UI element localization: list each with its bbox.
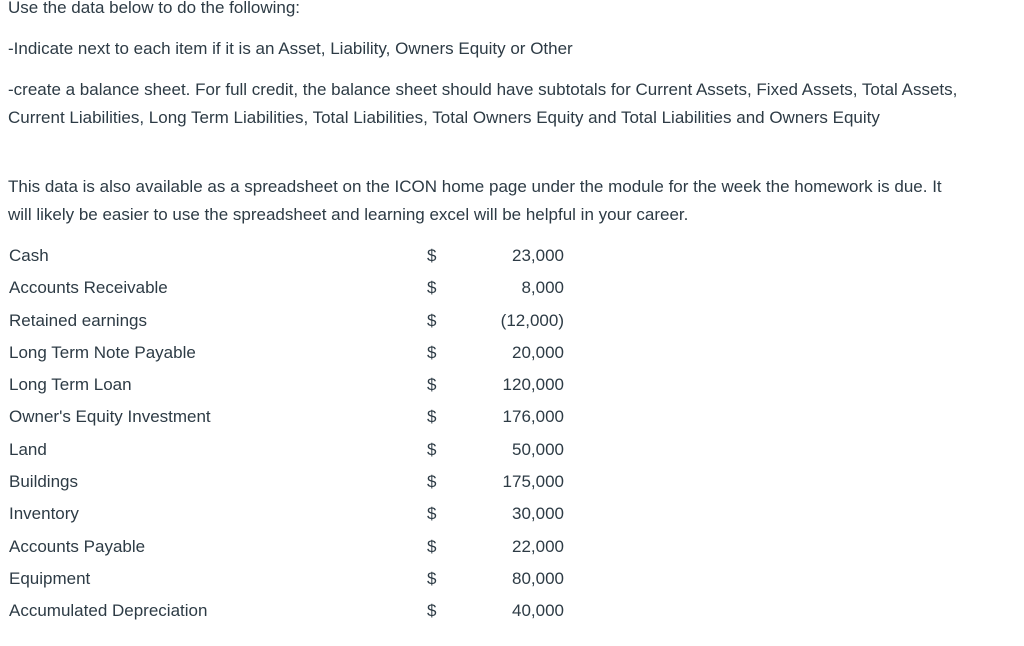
- table-row: [8, 307, 568, 339]
- currency-symbol: $: [427, 536, 437, 556]
- currency-symbol: $: [427, 310, 437, 330]
- item-label: Buildings: [9, 472, 78, 492]
- item-label: Cash: [9, 246, 49, 265]
- table-row: [8, 468, 568, 500]
- table-row: [8, 339, 568, 371]
- currency-symbol: $: [427, 601, 437, 621]
- currency-symbol: $: [427, 568, 437, 588]
- item-amount: 8,000: [521, 278, 564, 298]
- item-amount: 175,000: [502, 472, 564, 492]
- item-amount: 176,000: [502, 407, 564, 427]
- item-label: Accounts Receivable: [9, 278, 168, 298]
- currency-symbol: $: [427, 407, 437, 427]
- item-label: Long Term Loan: [9, 375, 132, 395]
- table-row: [8, 500, 568, 532]
- item-label: Land: [9, 439, 47, 459]
- table-row: [8, 565, 568, 597]
- table-row: [8, 242, 568, 274]
- intro-text: Use the data below to do the following:: [8, 0, 301, 17]
- item-amount: 30,000: [512, 504, 564, 524]
- item-amount: 80,000: [512, 568, 564, 588]
- data-table: [8, 242, 568, 630]
- table-row: [8, 371, 568, 403]
- item-label: Inventory: [9, 504, 79, 524]
- currency-symbol: $: [427, 246, 437, 265]
- item-amount: 22,000: [512, 536, 564, 556]
- table-row: [8, 597, 568, 629]
- currency-symbol: $: [427, 472, 437, 492]
- item-label: Equipment: [9, 568, 91, 588]
- table-row: [8, 436, 568, 468]
- item-amount: 50,000: [512, 439, 564, 459]
- table-row: [8, 533, 568, 565]
- item-amount: 23,000: [512, 246, 564, 265]
- item-amount: 20,000: [512, 342, 564, 362]
- item-label: Accumulated Depreciation: [9, 601, 208, 621]
- item-label: Long Term Note Payable: [9, 342, 196, 362]
- currency-symbol: $: [427, 439, 437, 459]
- item-label: Accounts Payable: [9, 536, 146, 556]
- data-note: This data is also available as a spreadsheet on the ICON home page under the module for the week the homework is due. It will likely be easier to use the spreadsheet and learning excel will be helpful in your career.: [8, 177, 942, 224]
- create-instruction: -create a balance sheet. For full credit, the balance sheet should have subtotals for Current Assets, Fixed Assets, Total Assets, Current Liabilities, Long Term Liabilities, Total Liabilities, Total Owners Equity and Total Liabilities and Owners Equity: [8, 80, 958, 127]
- item-label: Retained earnings: [9, 310, 147, 330]
- currency-symbol: $: [427, 278, 437, 298]
- item-label: Owner's Equity Investment: [9, 407, 211, 427]
- item-amount: 120,000: [502, 375, 564, 395]
- currency-symbol: $: [427, 342, 437, 362]
- table-row: [8, 403, 568, 435]
- indicate-instruction: -Indicate next to each item if it is an Asset, Liability, Owners Equity or Other: [8, 39, 573, 58]
- item-amount: (12,000): [500, 310, 564, 330]
- item-amount: 40,000: [512, 601, 564, 621]
- currency-symbol: $: [427, 504, 437, 524]
- currency-symbol: $: [427, 375, 437, 395]
- table-row: [8, 274, 568, 306]
